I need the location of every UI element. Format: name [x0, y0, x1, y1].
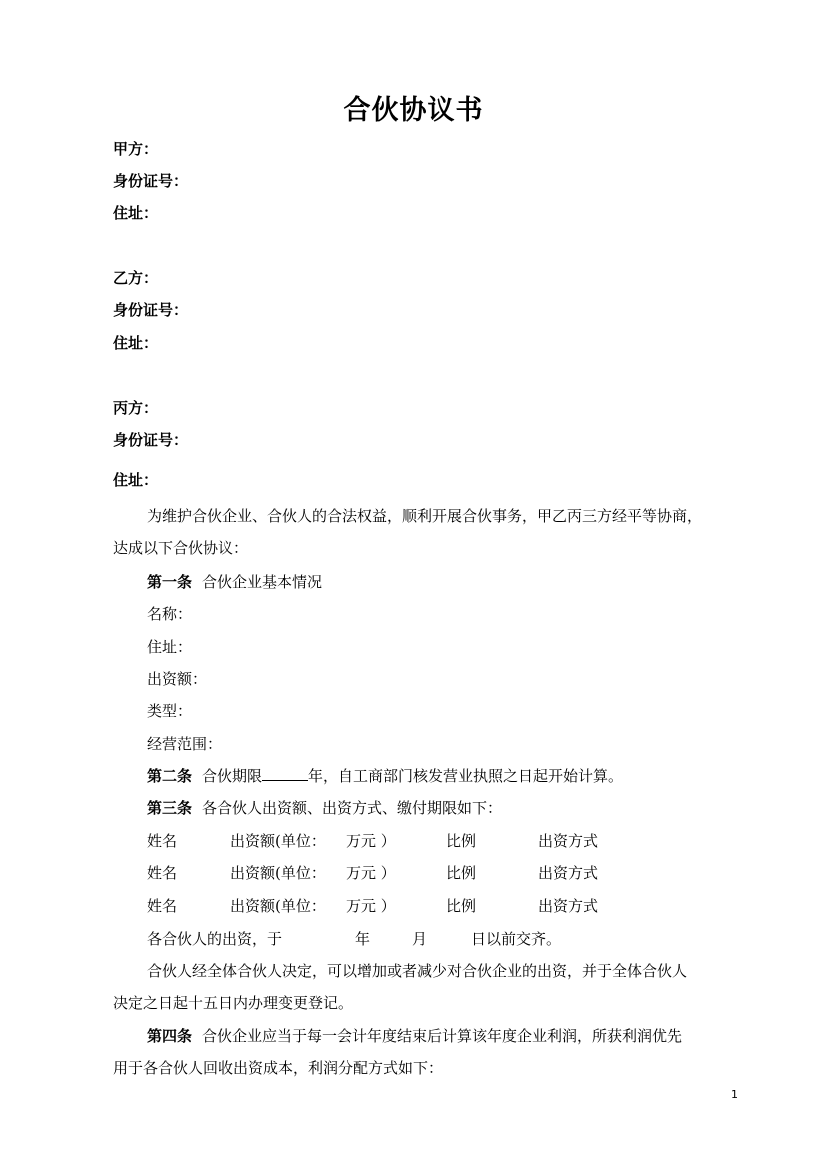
article-1-item-type: 类型： [147, 702, 193, 720]
intro-line-1: 为维护合伙企业、合伙人的合法权益，顺利开展合伙事务，甲乙丙三方经平等协商， [147, 507, 703, 525]
article-4-line-2: 用于各合伙人回收出资成本，利润分配方式如下： [113, 1059, 444, 1077]
page-number: 1 [731, 1088, 738, 1101]
row-name: 姓名 [147, 864, 178, 882]
intro-line-2: 达成以下合伙协议： [113, 539, 249, 557]
article-2-text-after: 年，自工商部门核发营业执照之日起开始计算。 [308, 767, 624, 785]
article-1-item-scope: 经营范围： [147, 735, 223, 753]
party-b-id-label: 身份证号： [113, 301, 189, 319]
article-3-para-line-1: 合伙人经全体合伙人决定，可以增加或者减少对合伙企业的出资，并于全体合伙人 [147, 962, 688, 980]
party-a-label: 甲方： [113, 140, 159, 158]
article-3-para-line-2: 决定之日起十五日内办理变更登记。 [113, 994, 354, 1012]
party-c-id-label: 身份证号： [113, 431, 189, 449]
party-c-address-label: 住址： [113, 471, 159, 489]
party-a-address-label: 住址： [113, 204, 159, 222]
row-amount: 出资额(单位： [230, 864, 326, 882]
row-method: 出资方式 [538, 832, 599, 850]
article-2-text-before: 合伙期限 [202, 767, 263, 785]
article-1-item-address: 住址： [147, 638, 193, 656]
row-unit: 万元 ） [346, 897, 396, 915]
row-ratio: 比例 [446, 864, 477, 882]
row-name: 姓名 [147, 897, 178, 915]
party-b-label: 乙方： [113, 269, 159, 287]
article-3-text: 各合伙人出资额、出资方式、缴付期限如下： [202, 799, 503, 817]
article-2-number: 第二条 [147, 767, 193, 785]
article-2 [147, 765, 623, 786]
deadline-day: 日以前交齐。 [471, 930, 562, 948]
row-amount: 出资额(单位： [230, 897, 326, 915]
article-3-heading [147, 797, 502, 818]
row-method: 出资方式 [538, 897, 599, 915]
article-3-number: 第三条 [147, 799, 193, 817]
article-4-number: 第四条 [147, 1027, 193, 1045]
article-4-line-1 [147, 1025, 682, 1046]
article-1-item-name: 名称： [147, 605, 193, 623]
party-c-label: 丙方： [113, 399, 159, 417]
article-1-text: 合伙企业基本情况 [202, 573, 323, 591]
deadline-year: 年 [355, 930, 371, 948]
party-a-id-label: 身份证号： [113, 172, 189, 190]
row-ratio: 比例 [446, 832, 477, 850]
deadline-month: 月 [412, 930, 428, 948]
article-1-item-capital: 出资额： [147, 670, 208, 688]
row-amount: 出资额(单位： [230, 832, 326, 850]
party-b-address-label: 住址： [113, 334, 159, 352]
row-unit: 万元 ） [346, 832, 396, 850]
document-title: 合伙协议书 [343, 95, 484, 126]
article-4-text: 合伙企业应当于每一会计年度结束后计算该年度企业利润，所获利润优先 [202, 1027, 683, 1045]
deadline-text: 各合伙人的出资，于 [147, 930, 283, 948]
row-name: 姓名 [147, 832, 178, 850]
term-blank [262, 766, 308, 781]
row-method: 出资方式 [538, 864, 599, 882]
article-1-heading [147, 571, 322, 592]
article-1-number: 第一条 [147, 573, 193, 591]
row-ratio: 比例 [446, 897, 477, 915]
row-unit: 万元 ） [346, 864, 396, 882]
